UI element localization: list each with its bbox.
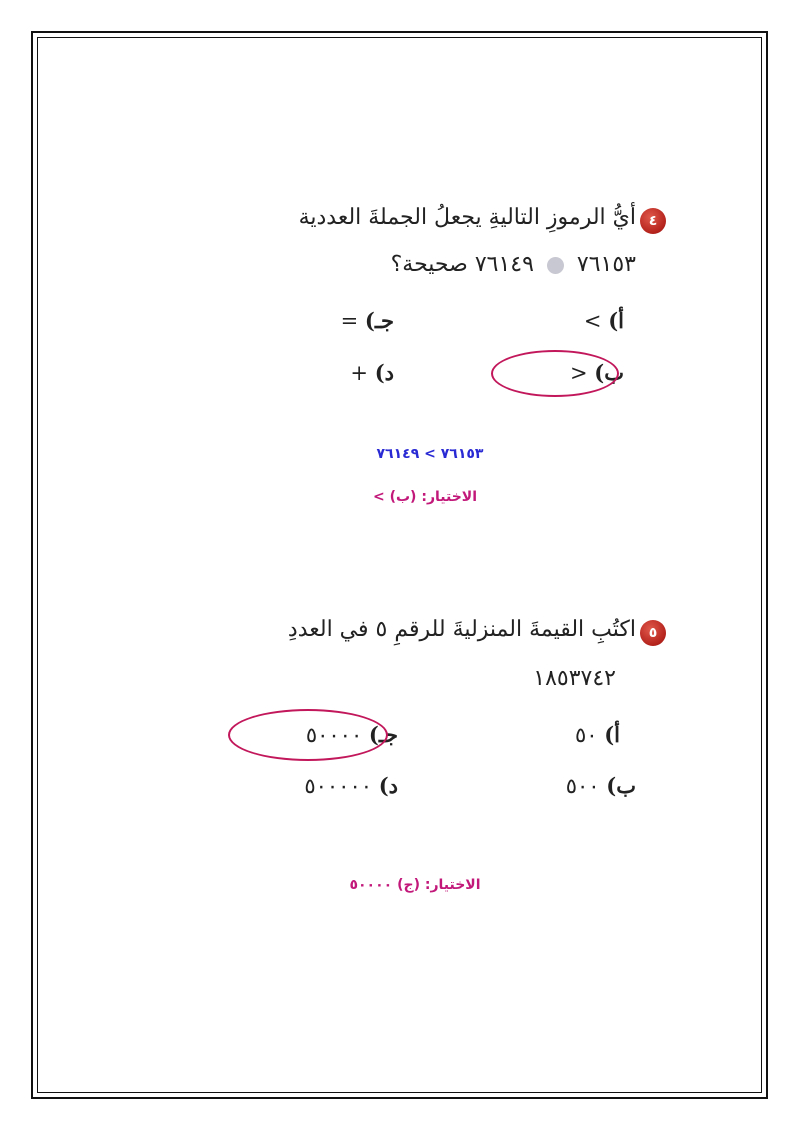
answer-label: الاختيار: <box>424 877 481 893</box>
question-5-number: ١٨٥٣٧٤٢ <box>533 666 616 691</box>
answer-label: الاختيار: <box>421 489 478 505</box>
question-5-answer <box>280 877 550 893</box>
question-4-option-d[interactable]: د) + <box>350 360 394 385</box>
question-5-option-d[interactable]: د) ٥٠٠٠٠٠ <box>304 773 398 798</box>
question-4-sentence-tail: صحيحة؟ <box>390 252 468 277</box>
question-5-text: اكتُبِ القيمةَ المنزليةَ للرقمِ ٥ في العددِ <box>287 617 636 642</box>
question-4-option-a[interactable]: أ) > <box>583 308 624 333</box>
question-5-option-a[interactable]: أ) ٥٠ <box>574 722 620 747</box>
question-4-answer-equation: ٧٦١٥٣ > ٧٦١٤٩ <box>376 446 484 462</box>
question-4-text: أيُّ الرموزِ التاليةِ يجعلُ الجملةَ العددية <box>298 205 636 230</box>
question-4-option-b[interactable]: ب) < <box>569 360 624 385</box>
blank-circle-icon <box>547 257 564 274</box>
question-4-sentence <box>391 252 636 277</box>
answer-choice: (ج) ٥٠٠٠٠ <box>349 877 420 893</box>
question-4-answer <box>300 489 550 505</box>
question-4-right-value: ٧٦١٤٩ <box>474 252 534 277</box>
page-border-inner <box>37 37 762 1093</box>
question-5-badge: ٥ <box>640 620 666 646</box>
answer-choice: (ب) > <box>372 489 417 505</box>
question-4-badge: ٤ <box>640 208 666 234</box>
selected-answer-circle-q4 <box>491 350 619 397</box>
question-4-left-value: ٧٦١٥٣ <box>576 252 636 277</box>
selected-answer-circle-q5 <box>228 709 388 761</box>
question-5-option-c[interactable]: جـ) ٥٠٠٠٠ <box>305 722 398 747</box>
question-4-option-c[interactable]: جـ) = <box>340 308 394 333</box>
question-5-option-b[interactable]: ب) ٥٠٠ <box>565 773 636 798</box>
